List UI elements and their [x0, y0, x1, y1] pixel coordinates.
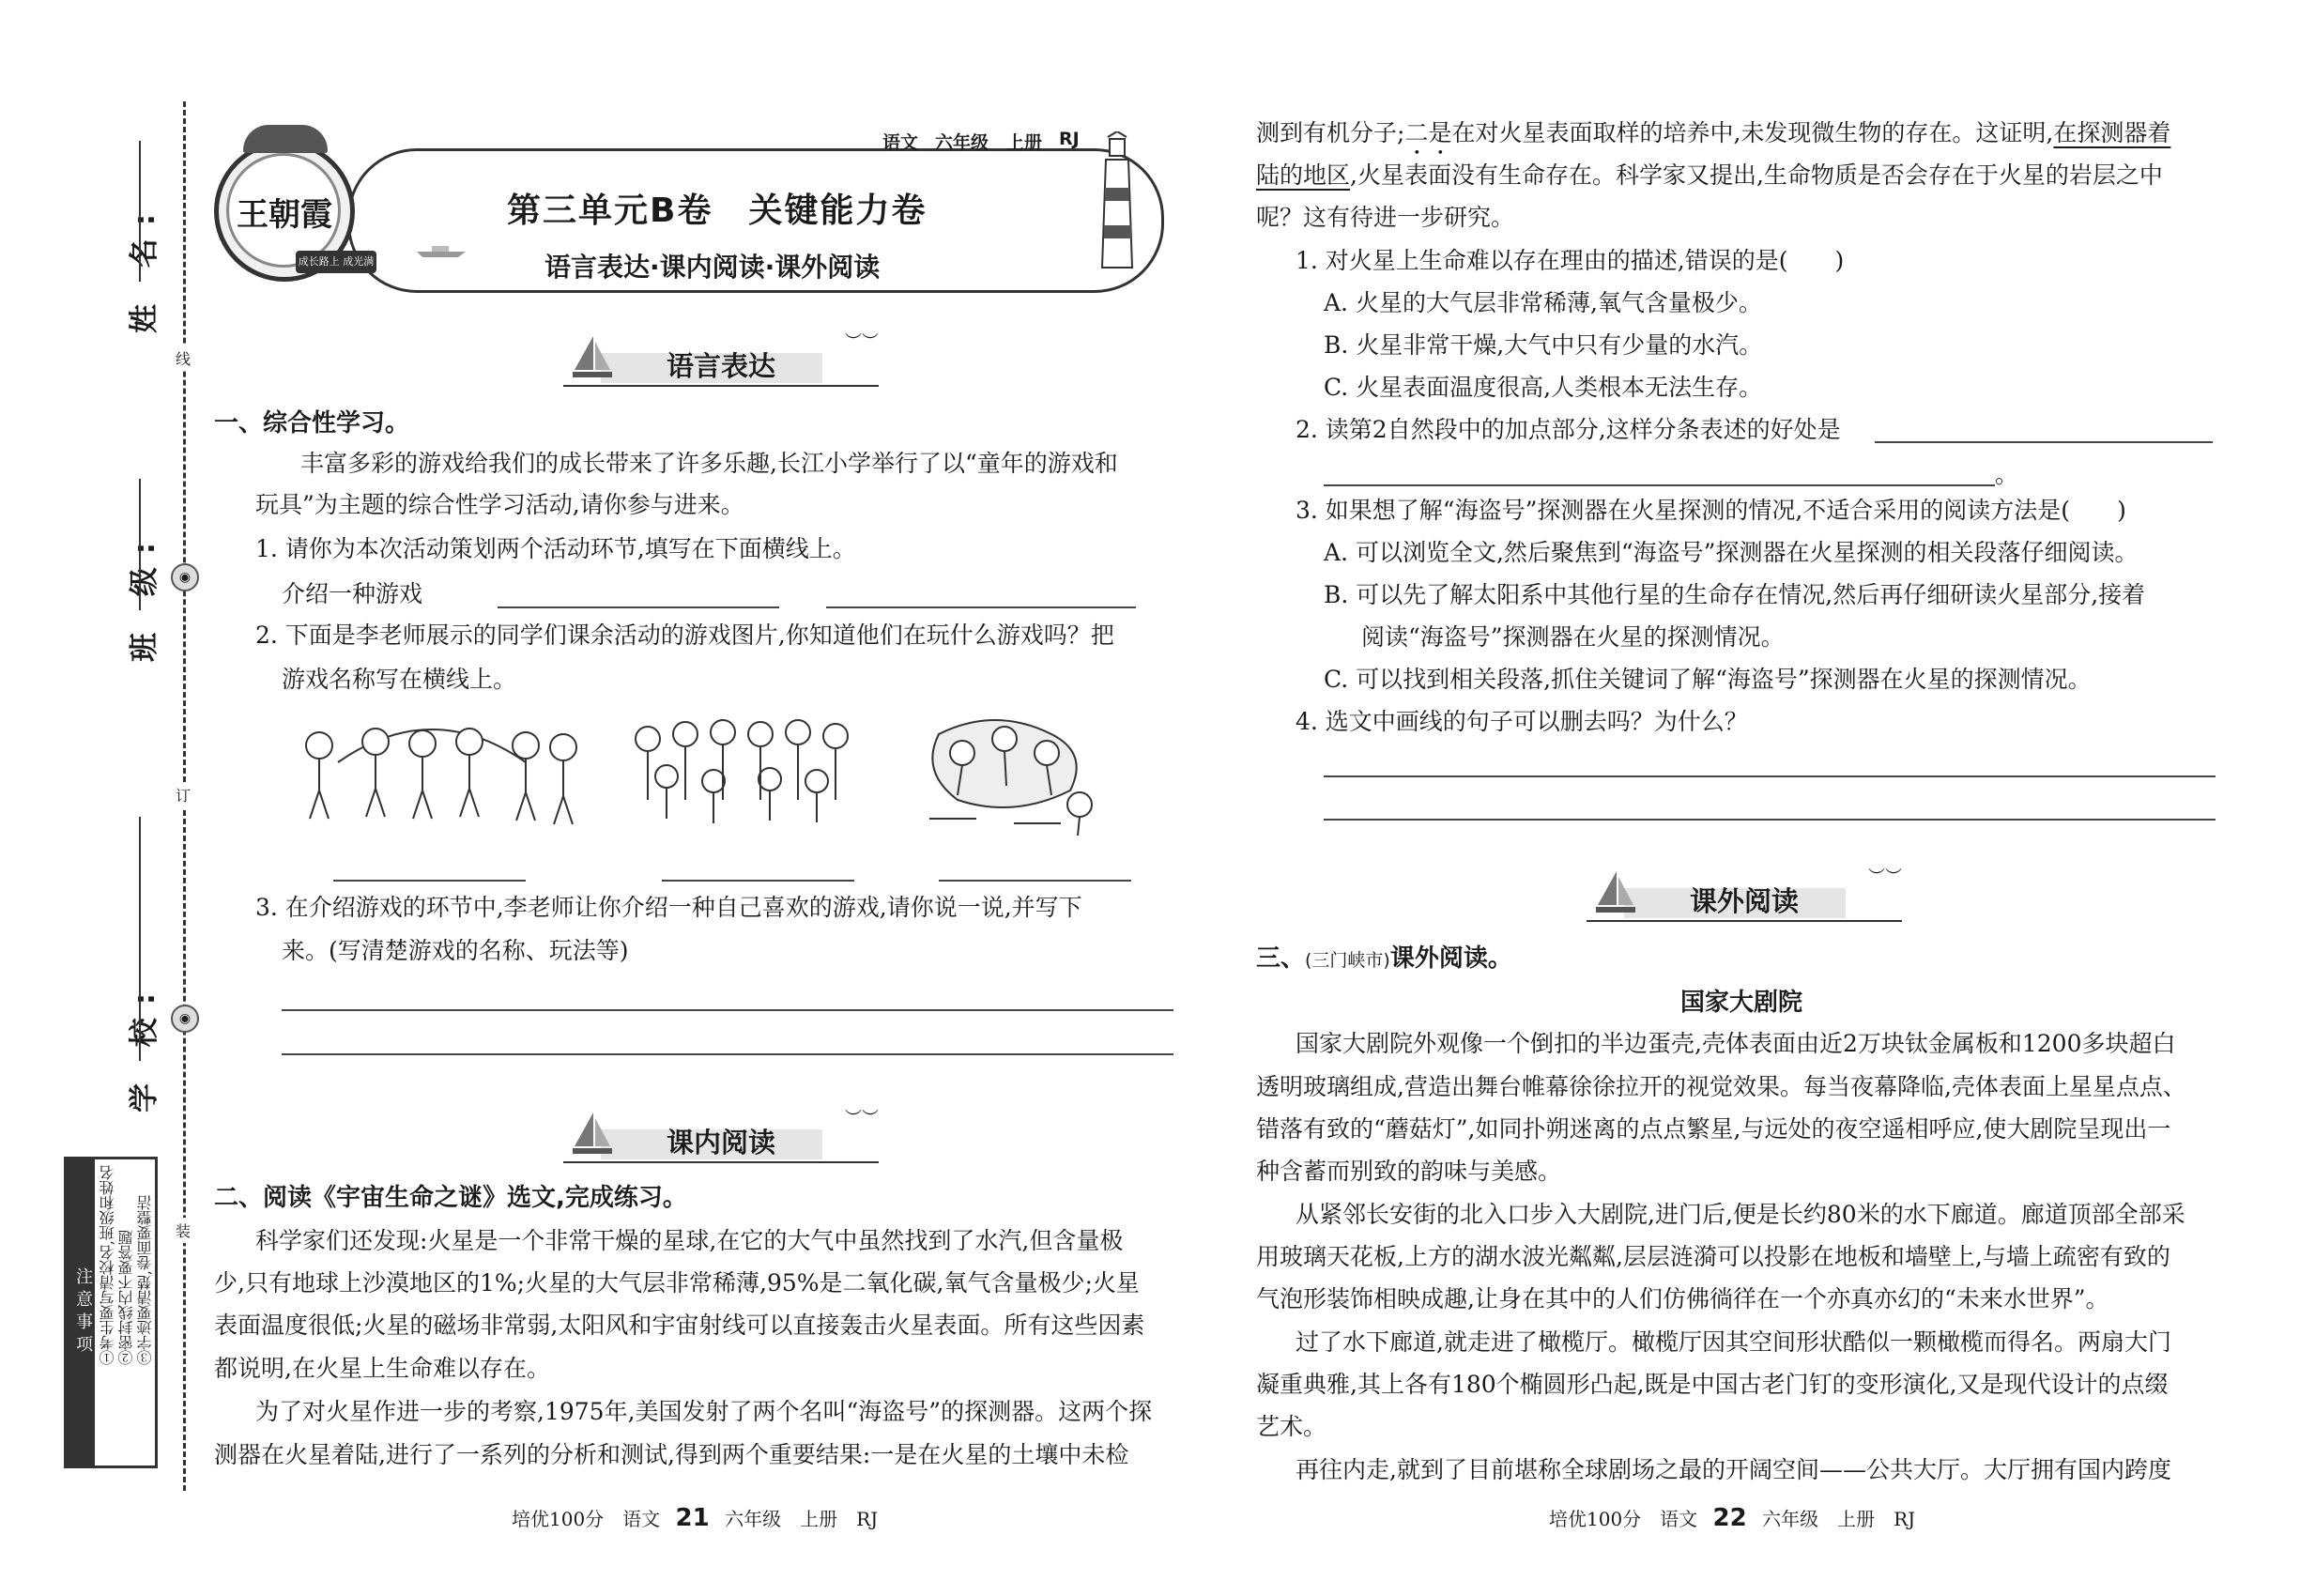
- r-q1-option-c[interactable]: C. 火星表面温度很高,人类根本无法生存。: [1324, 374, 1763, 401]
- article-title: 国家大剧院: [1680, 989, 1803, 1017]
- q1-intro-line: 丰富多彩的游戏给我们的成长带来了许多乐趣,长江小学举行了以“童年的游戏和: [300, 450, 1118, 477]
- answer-line[interactable]: [498, 606, 779, 608]
- answer-line[interactable]: [826, 606, 1136, 608]
- underlined-sentence: 陆的地区: [1256, 161, 1351, 189]
- page-number: 21: [675, 1504, 710, 1532]
- section-heading-extra-reading: [1587, 864, 1902, 920]
- r-q2-end: 。: [1995, 461, 2019, 488]
- answer-line[interactable]: [662, 880, 854, 882]
- page-title: 第三单元B卷 关键能力卷: [507, 192, 928, 230]
- footer-left: [512, 1504, 878, 1532]
- brand-tag: 成长路上 成光满天: [296, 251, 376, 273]
- section-title: 语言表达: [666, 350, 775, 382]
- question-1-heading: 一、综合性学习。: [214, 409, 410, 437]
- section-heading-language: [563, 329, 879, 385]
- article-line: 错落有致的“蘑菇灯”,如同扑朔迷离的点点繁星,与远处的夜空遥相呼应,使大剧院呈现出一: [1256, 1115, 2171, 1143]
- article-line: 从紧邻长安街的北入口步入大剧院,进门后,便是长约80米的水下廊道。廊道顶部全部采: [1296, 1201, 2185, 1228]
- passage-line: 测器在火星着陆,进行了一系列的分析和测试,得到两个重要结果:一是在火星的土壤中未检: [214, 1441, 1129, 1468]
- notice-head: 注意事项: [67, 1159, 95, 1466]
- underlined-sentence: 在探测器着: [2053, 119, 2171, 146]
- passage-line: 为了对火星作进一步的考察,1975年,美国发射了两个名叫“海盗号”的探测器。这两个探: [255, 1398, 1153, 1425]
- subject-tag: 语文: [882, 132, 919, 153]
- q1-2-prompt: 游戏名称写在横线上。: [282, 666, 517, 693]
- article-line: 国家大剧院外观像一个倒扣的半边蛋壳,壳体表面由近2万块钛金属板和1200多块超白: [1296, 1030, 2176, 1057]
- notice-item: ②密封线内不要答题: [117, 1230, 135, 1366]
- r-q2-prompt: 2. 读第2自然段中的加点部分,这样分条表述的好处是: [1296, 416, 1841, 443]
- cut-mark-order: 订: [172, 782, 194, 807]
- article-line: 艺术。: [1256, 1413, 1327, 1440]
- notice-box: [64, 1157, 158, 1468]
- notice-item: ①考生要写清校名,班级和姓名: [99, 1165, 116, 1366]
- page-number: 22: [1712, 1504, 1747, 1532]
- article-line: 种含蓄而别致的韵味与美感。: [1256, 1158, 1562, 1185]
- binding-hole-icon: ◉: [171, 1005, 199, 1033]
- answer-line[interactable]: [333, 880, 526, 882]
- school-field[interactable]: [139, 817, 141, 1061]
- passage-line: 少,只有地球上沙漠地区的1%;火星的大气层非常稀薄,95%是二氧化碳,氧气含量极少;火星: [214, 1269, 1140, 1297]
- footer-right: [1549, 1504, 1915, 1532]
- dotted-emphasis: 二是: [1404, 119, 1452, 146]
- grade-tag: 六年级: [935, 132, 989, 153]
- passage-line: 呢？这有待进一步研究。: [1256, 204, 1515, 231]
- article-line: 凝重典雅,其上各有180个椭圆形凸起,既是中国古老门钉的变形演化,又是现代设计的点缀: [1256, 1371, 2169, 1398]
- jump-rope-picture: [306, 729, 576, 824]
- class-label: 班 级:: [128, 529, 161, 662]
- source-region: (三门峡市): [1305, 950, 1390, 971]
- name-label: 姓 名:: [128, 200, 161, 333]
- brand-name: 王朝霞: [237, 196, 332, 234]
- gull-icon: ︶︶: [1868, 867, 1902, 887]
- q1-intro-line: 玩具”为主题的综合性学习活动,请你参与进来。: [255, 491, 744, 518]
- r-q1-option-b[interactable]: B. 火星非常干燥,大气中只有少量的水汽。: [1324, 331, 1763, 359]
- r-q3-option-b-cont: 阅读“海盗号”探测器在火星的探测情况。: [1361, 623, 1785, 651]
- volume-tag: 上册: [1006, 132, 1043, 153]
- lighthouse-icon: [1096, 131, 1138, 272]
- passage-line: 科学家们还发现:火星是一个非常干燥的星球,在它的大气中虽然找到了水汽,但含量极: [255, 1227, 1124, 1254]
- article-line: 气泡形装饰相映成趣,让身在其中的人们仿佛徜徉在一个亦真亦幻的“未来水世界”。: [1256, 1285, 2109, 1312]
- question-2-heading: 二、阅读《宇宙生命之谜》选文,完成练习。: [214, 1184, 687, 1212]
- question-3-heading: 三、(三门峡市)课外阅读。: [1256, 944, 1512, 973]
- game-pictures: [282, 706, 1155, 837]
- gull-icon: ︶︶: [845, 332, 879, 352]
- q1-3-prompt: 来。(写清楚游戏的名称、玩法等): [282, 937, 629, 964]
- q1-2-prompt: 2. 下面是李老师展示的同学们课余活动的游戏图片,你知道他们在玩什么游戏吗？把: [255, 622, 1114, 649]
- answer-line[interactable]: [1875, 441, 2213, 443]
- page-subtitle: 语言表达·课内阅读·课外阅读: [544, 252, 881, 283]
- notice-items: [99, 1165, 155, 1365]
- article-line: 透明玻璃组成,营造出舞台帷幕徐徐拉开的视觉效果。每当夜幕降临,壳体表面上星星点点、: [1256, 1073, 2186, 1100]
- footer-book: 培优100分 语文: [512, 1508, 661, 1530]
- ship-icon: [413, 240, 469, 259]
- binding-hole-icon: ◉: [171, 563, 199, 591]
- r-q3-option-c[interactable]: C. 可以找到相关段落,抓住关键词了解“海盗号”探测器在火星的探测情况。: [1324, 666, 2092, 693]
- answer-line[interactable]: [282, 1053, 1173, 1055]
- crown-icon: [243, 125, 328, 153]
- answer-line[interactable]: [1324, 775, 2216, 777]
- footer-grade: 六年级 上册 RJ: [1762, 1508, 1916, 1530]
- section-title: 课外阅读: [1689, 885, 1799, 917]
- article-line: 再往内走,就到了目前堪称全球剧场之最的开阔空间——公共大厅。大厅拥有国内跨度: [1296, 1456, 2171, 1483]
- answer-line[interactable]: [282, 1009, 1173, 1011]
- r-q4-prompt: 4. 选文中画线的句子可以删去吗？为什么？: [1296, 708, 1748, 735]
- r-q1-option-a[interactable]: A. 火星的大气层非常稀薄,氧气含量极少。: [1324, 289, 1762, 316]
- passage-line: 陆的地区,火星表面没有生命存在。科学家又提出,生命物质是否会存在于火星的岩层之中: [1256, 161, 2163, 189]
- q1-3-prompt: 3. 在介绍游戏的环节中,李老师让你介绍一种自己喜欢的游戏,请你说一说,并写下: [255, 894, 1082, 921]
- cut-mark-bind: 装: [172, 1218, 194, 1243]
- article-line: 用玻璃天花板,上方的湖水波光粼粼,层层涟漪可以投影在地板和墙壁上,与墙上疏密有致的: [1256, 1243, 2170, 1270]
- name-field[interactable]: [139, 141, 141, 282]
- section-heading-in-class-reading: [563, 1105, 879, 1161]
- class-field[interactable]: [139, 479, 141, 610]
- footer-grade: 六年级 上册 RJ: [725, 1508, 879, 1530]
- r-q3-option-b[interactable]: B. 可以先了解太阳系中其他行星的生命存在情况,然后再仔细研读火星部分,接着: [1324, 581, 2146, 608]
- answer-line[interactable]: [1324, 819, 2216, 821]
- section-title: 课内阅读: [666, 1127, 775, 1159]
- edition-tag: RJ: [1059, 129, 1080, 149]
- article-line: 过了水下廊道,就走进了橄榄厅。橄榄厅因其空间形状酷似一颗橄榄而得名。两扇大门: [1296, 1328, 2171, 1356]
- answer-line[interactable]: [1324, 484, 1995, 486]
- q1-1-label: 介绍一种游戏: [282, 580, 423, 607]
- footer-book: 培优100分 语文: [1549, 1508, 1698, 1530]
- r-q3-option-a[interactable]: A. 可以浏览全文,然后聚焦到“海盗号”探测器在火星探测的相关段落仔细阅读。: [1324, 539, 2139, 566]
- q1-1-prompt: 1. 请你为本次活动策划两个活动环节,填写在下面横线上。: [255, 535, 856, 562]
- r-q3-prompt: 3. 如果想了解“海盗号”探测器在火星探测的情况,不适合采用的阅读方法是( ): [1296, 497, 2126, 524]
- passage-line: 都说明,在火星上生命难以存在。: [214, 1355, 550, 1382]
- hide-and-seek-picture: [929, 720, 1092, 836]
- eagle-and-chicks-picture: [636, 720, 848, 823]
- cut-mark-line: 线: [172, 345, 194, 371]
- passage-line: 表面温度很低;火星的磁场非常弱,太阳风和宇宙射线可以直接轰击火星表面。所有这些因素: [214, 1312, 1145, 1339]
- brand-logo: [214, 141, 375, 290]
- passage-line: 测到有机分子;二是在对火星表面取样的培养中,未发现微生物的存在。这证明,在探测器着: [1256, 119, 2171, 146]
- r-q1-prompt: 1. 对火星上生命难以存在理由的描述,错误的是( ): [1296, 247, 1845, 274]
- school-label: 学 校:: [128, 979, 161, 1113]
- answer-line[interactable]: [939, 880, 1131, 882]
- gull-icon: ︶︶: [845, 1109, 879, 1128]
- notice-item: ③字迹要清楚,卷面要整洁: [136, 1195, 154, 1366]
